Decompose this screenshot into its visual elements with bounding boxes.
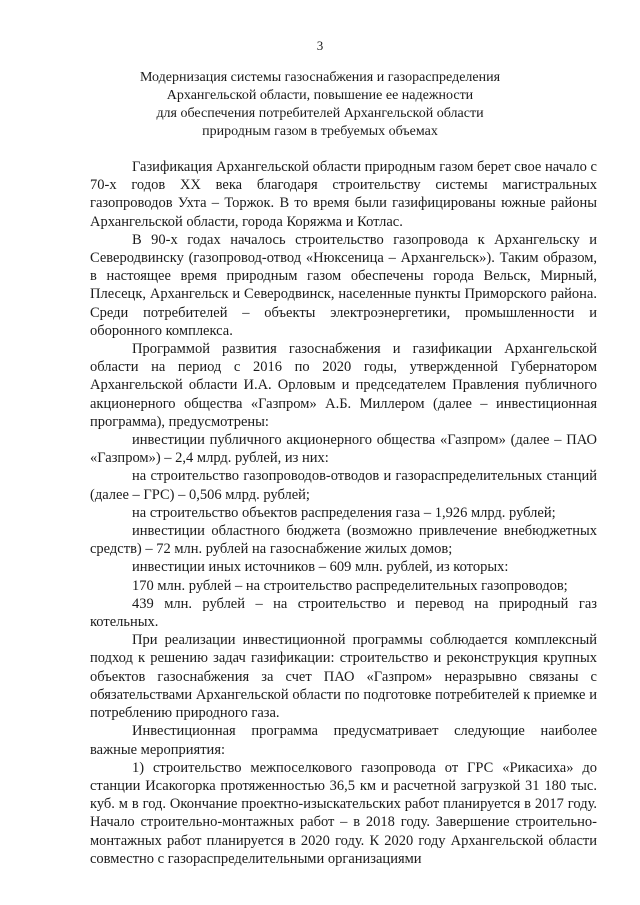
paragraph: на строительство объектов распределения газа – 1,926 млрд. рублей; [132, 504, 556, 521]
paragraph: инвестиции иных источников – 609 млн. рублей, из которых: [132, 559, 509, 576]
paragraph: Программой развития газоснабжения и газификации Архангельской области на период с 2016 по 2020 годы, утвержденной Губернатором Архангельской области И.А. Орловым и председателем Правления публичного акционерного общества «Газпром» А.Б. Миллером (далее – инвестиционная программа), предусмотрены: [90, 341, 597, 430]
paragraph: инвестиции областного бюджета (возможно привлечение внебюджетных средств) – 72 млн. рублей на газоснабжение жилых домов; [90, 523, 597, 558]
paragraph: Инвестиционная программа предусматривает следующие наиболее важные мероприятия: [90, 723, 597, 758]
paragraph: инвестиции публичного акционерного общества «Газпром» (далее – ПАО «Газпром») – 2,4 млрд. рублей, из них: [90, 432, 597, 467]
paragraph: на строительство газопроводов-отводов и газораспределительных станций (далее – ГРС) – 0,506 млрд. рублей; [90, 468, 597, 503]
paragraph: Газификация Архангельской области природным газом берет свое начало с 70-х годов XX века благодаря строительству системы магистральных газопроводов Ухта – Торжок. В то время были газифицированы южные районы Архангельской области, города Коряжма и Котлас. [90, 159, 597, 230]
paragraph: 170 млн. рублей – на строительство распределительных газопроводов; [132, 577, 568, 594]
section-title [100, 69, 540, 141]
title-line: природным газом в требуемых объемах [202, 124, 438, 139]
document-body [90, 158, 597, 868]
title-line: Модернизация системы газоснабжения и газораспределения [139, 70, 501, 85]
title-line: для обеспечения потребителей Архангельской области [156, 106, 484, 121]
page-number: 3 [316, 38, 324, 53]
paragraph: При реализации инвестиционной программы соблюдается комплексный подход к решению задач газификации: строительство и реконструкция крупных объектов газоснабжения за счет ПАО «Газпром» неразрывно связаны с обязательствами Архангельской области по подготовке потребителей к приемке и потреблению природного газа. [90, 632, 597, 722]
paragraph: 1) строительство межпоселкового газопровода от ГРС «Рикасиха» до станции Исакогорка протяженностью 36,5 км и расчетной загрузкой 31 180 тыс. куб. м в год. Окончание проектно-изыскательских работ планируется в 2017 году. Начало строительно-монтажных работ – в 2018 году. Завершение строительно-монтажных работ планируется в 2020 году. К 2020 году Архангельской области совместно с газораспределительными организациями [90, 759, 597, 867]
paragraph: 439 млн. рублей – на строительство и перевод на природный газ котельных. [90, 595, 597, 631]
title-line: Архангельской области, повышение ее надежности [166, 88, 474, 103]
paragraph: В 90-х годах началось строительство газопровода к Архангельску и Северодвинску (газопровод-отвод «Нюксеница – Архангельск»). Таким образом, в настоящее время природным газом обеспечены города Вельск, Мирный, Плесецк, Архангельск и Северодвинск, населенные пункты Приморского района. Среди потребителей – объекты электроэнергетики, промышленности и оборонного комплекса. [90, 231, 597, 339]
